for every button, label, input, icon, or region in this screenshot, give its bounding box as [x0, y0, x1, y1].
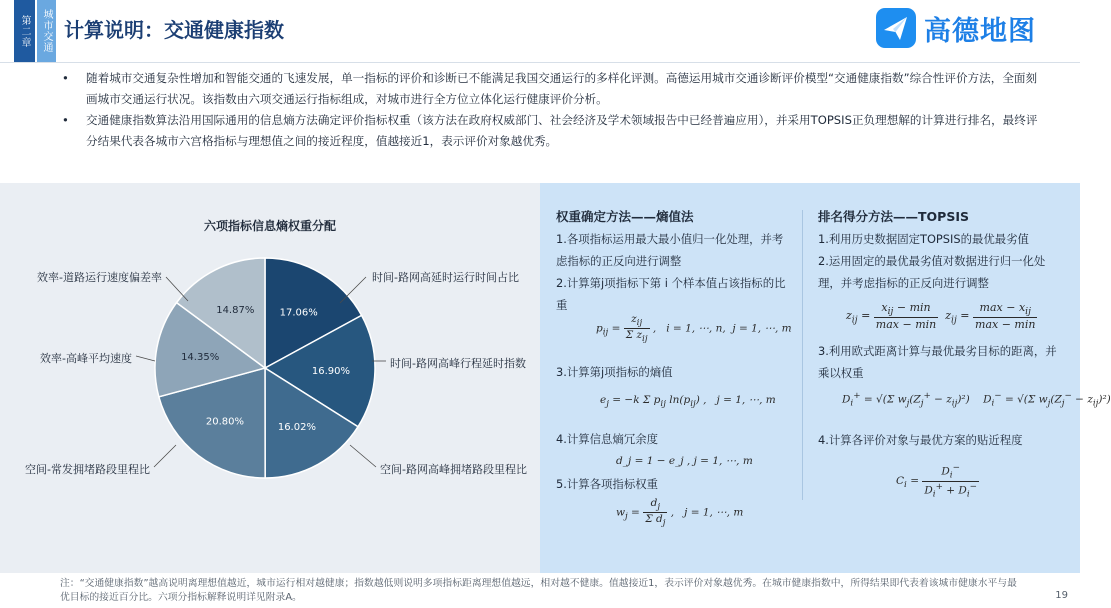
- formula-d-j: d_j = 1 − e_j , j = 1, ⋯, m: [616, 455, 753, 467]
- intro-bullet: [58, 110, 1038, 152]
- topsis-title: 排名得分方法——TOPSIS: [818, 209, 969, 224]
- intro-section: [58, 68, 1038, 152]
- pie-leader-line: [154, 445, 176, 467]
- entropy-weight-pie-chart: [0, 183, 540, 573]
- formula-c-i: $C_i$ = $\frac{D_i^-}{D_i^+ + D_i^-}$: [896, 463, 977, 500]
- intro-bullet: [58, 68, 1038, 110]
- topsis-step1: 1.利用历史数据固定TOPSIS的最优最劣值: [818, 232, 1029, 246]
- chapter-subtab: [37, 0, 56, 62]
- topsis-step4: 4.计算各评价对象与最优方案的贴近程度: [818, 433, 1023, 447]
- formula-w-j: $w_j$ = $\frac{d_j}{\Sigma d_j}$ , j = 1, ⋯, m: [616, 497, 744, 529]
- column-divider: [802, 210, 803, 500]
- pie-value-label: 16.02%: [277, 421, 316, 433]
- weight-step1: 1.各项指标运用最大最小值归一化处理，并考虑指标的正反向进行调整: [556, 232, 784, 268]
- page-number: 19: [1055, 590, 1068, 601]
- weight-step2: 2.计算第j项指标下第 i 个样本值占该指标的比重: [556, 276, 786, 312]
- pie-leader-line: [136, 356, 155, 361]
- header-divider: [0, 62, 1080, 63]
- chart-title: 六项指标信息熵权重分配: [203, 219, 336, 233]
- pie-value-label: 14.35%: [181, 351, 220, 363]
- bullet-dot: •: [62, 113, 69, 127]
- logo-text: 高德地图: [924, 15, 1036, 47]
- amap-logo: [876, 8, 1036, 48]
- intro-bullet-text: 交通健康指数算法沿用国际通用的信息熵方法确定评价指标权重（该方法在政府权威部门、社会经济及学术领域报告中已经普遍应用），并采用TOPSIS正负理想解的计算进行排名，最终评分结果代表各城市六宫格指标与理想值之间的接近程度，值越接近1，表示评价对象越优秀。: [86, 113, 1038, 148]
- topsis-step3: 3.利用欧式距离计算与最优最劣目标的距离，并乘以权重: [818, 344, 1057, 380]
- formula-distance: $D_i^+ = √(\Sigma$ $w_j(Z_j^+ - z_{ij})^2$) $D_i^- = √(\Sigma$ $w_j(Z_j^- - z_{ij})^2$): [842, 391, 1111, 409]
- pie-category-label: 空间-路网高峰拥堵路段里程比: [380, 463, 527, 476]
- pie-category-label: 效率-道路运行速度偏差率: [37, 271, 162, 284]
- pie-value-label: 16.90%: [311, 366, 351, 378]
- pie-leader-line: [350, 445, 376, 467]
- formula-p-ij: $p_{ij}$ = $\frac{z_{ij}}{\Sigma z_{ij}}$ , i = 1, ⋯, n, j = 1, ⋯, m: [596, 313, 792, 345]
- methods-panel: [540, 183, 1111, 573]
- intro-bullet-text: 随着城市交通复杂性增加和智能交通的飞速发展，单一指标的评价和诊断已不能满足我国交通运行的多样化评测。高德运用城市交通诊断评价模型“交通健康指数”综合性评价方法，全面刻画城市交通运行状况。该指数由六项交通运行指标组成，对城市进行全方位立体化运行健康评价分析。: [86, 71, 1038, 106]
- pie-value-label: 17.06%: [279, 307, 318, 319]
- chart-panel: [0, 183, 540, 573]
- formula-z-ij: $z_{ij}$ = $\frac{x_{ij} - \min}{\max - \min}$ $z_{ij}$ = $\frac{\max - x_{ij}}{\max - \min}$: [846, 301, 1036, 332]
- weight-step3: 3.计算第j项指标的熵值: [556, 365, 673, 379]
- page-title: 计算说明：交通健康指数: [64, 18, 284, 42]
- pie-category-label: 时间-路网高峰行程延时指数: [390, 357, 526, 370]
- pie-value-label: 20.80%: [205, 416, 245, 428]
- weight-step4: 4.计算信息熵冗余度: [556, 432, 658, 446]
- weight-method-title: 权重确定方法——熵值法: [556, 209, 694, 224]
- pie-leader-line: [340, 277, 366, 303]
- topsis-step2: 2.运用固定的最优最劣值对数据进行归一化处理，并考虑指标的正反向进行调整: [818, 254, 1046, 290]
- amap-logo-icon: [876, 8, 916, 48]
- pie-value-label: 14.87%: [216, 305, 255, 317]
- chapter-tab: [14, 0, 35, 62]
- chapter-tab-label: 第二章: [19, 14, 30, 48]
- chapter-subtab-label: 城市交通: [41, 9, 52, 53]
- pie-category-label: 空间-常发拥堵路段里程比: [25, 463, 150, 476]
- pie-leader-line: [166, 277, 188, 301]
- formula-e-j: $e_j = -k$ Σ $p_{ij}$ $\ln(p_{ij})$ , j = 1, ⋯, m: [600, 394, 776, 410]
- pie-category-label: 时间-路网高延时运行时间占比: [372, 271, 519, 284]
- pie-category-label: 效率-高峰平均速度: [40, 352, 132, 365]
- weight-step5: 5.计算各项指标权重: [556, 477, 658, 491]
- bullet-dot: •: [62, 71, 69, 85]
- footnote: 注：“交通健康指数”越高说明离理想值越近，城市运行相对越健康；指数越低则说明多项指标距离理想值越远，相对越不健康。值越接近1，表示评价对象越优秀。在城市健康指数中，所得结果即代表着该城市健康水平与最优目标的接近百分比。六项分指标解释说明详见附录A。: [60, 578, 1017, 603]
